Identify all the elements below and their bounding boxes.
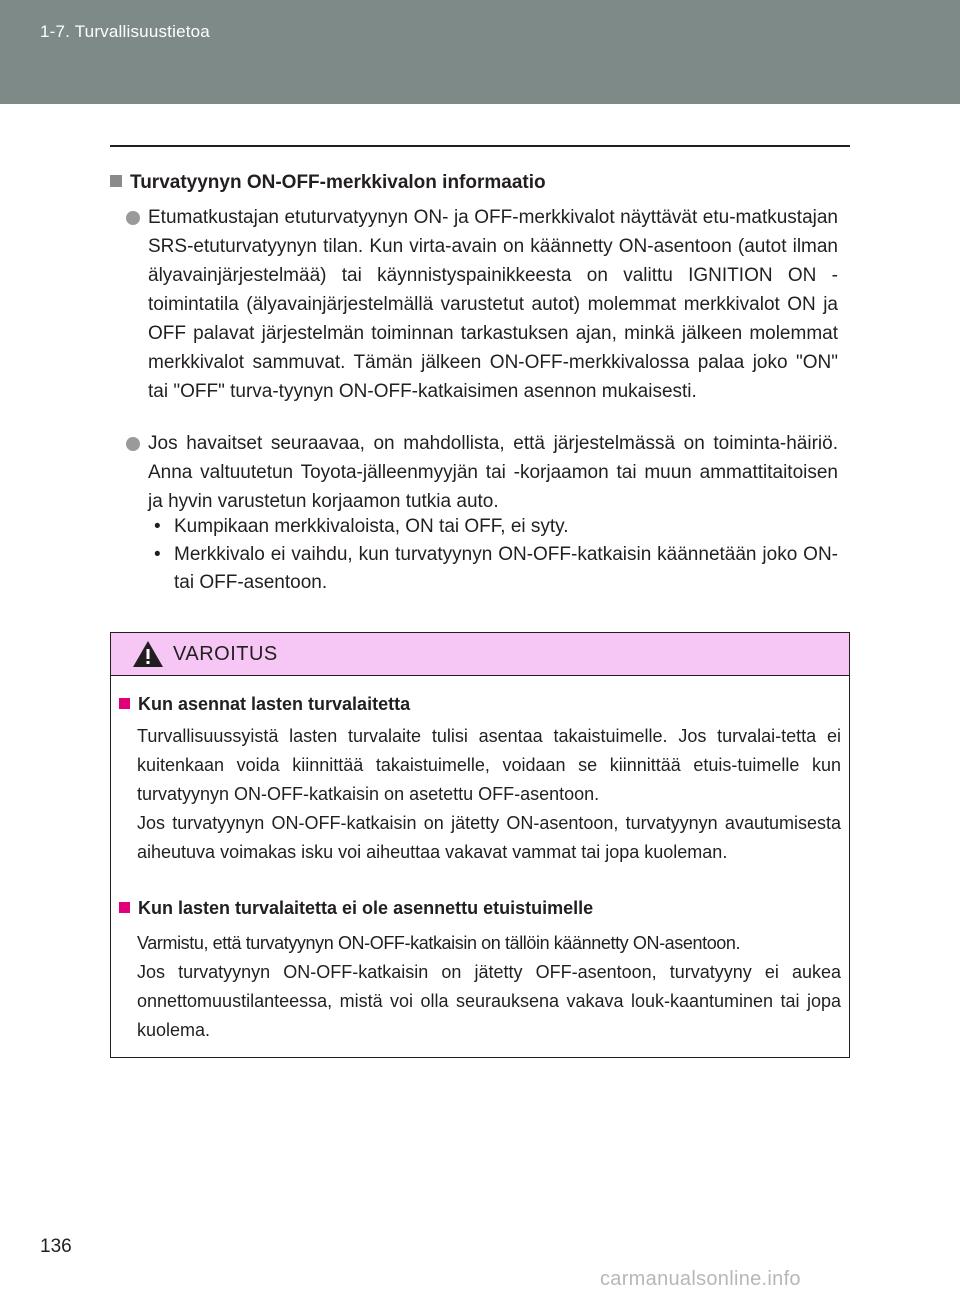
warning-header bbox=[111, 633, 849, 676]
circle-bullet-icon bbox=[126, 211, 140, 225]
square-bullet-icon bbox=[119, 698, 130, 709]
section-rule bbox=[110, 145, 850, 147]
warning-title: VAROITUS bbox=[173, 643, 278, 665]
warning-item-heading-2: Kun lasten turvalaitetta ei ole asennettu etuistuimelle bbox=[119, 895, 839, 921]
page-header bbox=[0, 0, 960, 104]
section-heading: Turvatyynyn ON-OFF-merkkivalon informaatio bbox=[110, 170, 850, 196]
warning-item-heading-1: Kun asennat lasten turvalaitetta bbox=[119, 691, 839, 717]
warning-paragraph: Jos turvatyynyn ON-OFF-katkaisin on jätetty ON-asentoon, turvatyynyn avautumisesta aiheutuva voimakas isku voi aiheuttaa vakavat vammat tai jopa kuoleman. bbox=[137, 813, 841, 862]
info-paragraph-2: Jos havaitset seuraavaa, on mahdollista, että järjestelmässä on toiminta-häiriö. Anna valtuutetun Toyota-jälleenmyyjän tai -korjaamon tai muun ammattitaitoisen ja hyvin varustetun korjaamon tutkia auto. bbox=[148, 433, 838, 512]
square-bullet-icon bbox=[119, 902, 130, 913]
bullet-item-2: Merkkivalo ei vaihdu, kun turvatyynyn ON-OFF-katkaisin käännetään joko ON- tai OFF-asentoon. bbox=[174, 544, 838, 593]
page-number: 136 bbox=[40, 1236, 72, 1257]
warning-paragraph: Jos turvatyynyn ON-OFF-katkaisin on jätetty OFF-asentoon, turvatyyny ei aukea onnettomuustilanteessa, mistä voi olla seurauksena vakava louk-kaantuminen tai jopa kuolema. bbox=[137, 962, 841, 1040]
warning-box bbox=[110, 632, 850, 1058]
bullet-item-1: Kumpikaan merkkivaloista, ON tai OFF, ei syty. bbox=[174, 516, 569, 537]
circle-bullet-icon bbox=[126, 437, 140, 451]
square-bullet-icon bbox=[110, 175, 122, 187]
bullet-icon: • bbox=[154, 544, 161, 565]
warning-paragraph: Varmistu, että turvatyynyn ON-OFF-katkaisin on tällöin käännetty ON-asentoon. bbox=[137, 933, 741, 953]
watermark: carmanualsonline.info bbox=[600, 1268, 801, 1290]
chapter-title: 1-7. Turvallisuustietoa bbox=[40, 22, 210, 41]
warning-paragraph: Turvallisuussyistä lasten turvalaite tulisi asentaa takaistuimelle. Jos turvalai-tetta ei kuitenkaan voida kiinnittää takaistuimelle, voidaan se kiinnittää etuis-tuimelle kun turvatyynyn ON-OFF-katkaisin on asetettu OFF-asentoon. bbox=[137, 726, 841, 804]
warning-triangle-icon bbox=[131, 639, 165, 669]
bullet-icon: • bbox=[154, 516, 161, 537]
info-paragraph-1: Etumatkustajan etuturvatyynyn ON- ja OFF-merkkivalot näyttävät etu-matkustajan SRS-etuturvatyynyn tilan. Kun virta-avain on käännetty ON-asentoon (autot ilman älyavainjärjestelmää) tai käynnistyspainikkeesta on valittu IGNITION ON -toimintatila (älyavainjärjestelmällä varustetut autot) molemmat merkkivalot ON ja OFF palavat järjestelmän toiminnan tarkastuksen ajan, minkä jälkeen molemmat merkkivalot sammuvat. Tämän jälkeen ON-OFF-merkkivalossa palaa joko "ON" tai "OFF" turva-tyynyn ON-OFF-katkaisimen asennon mukaisesti. bbox=[148, 207, 838, 402]
